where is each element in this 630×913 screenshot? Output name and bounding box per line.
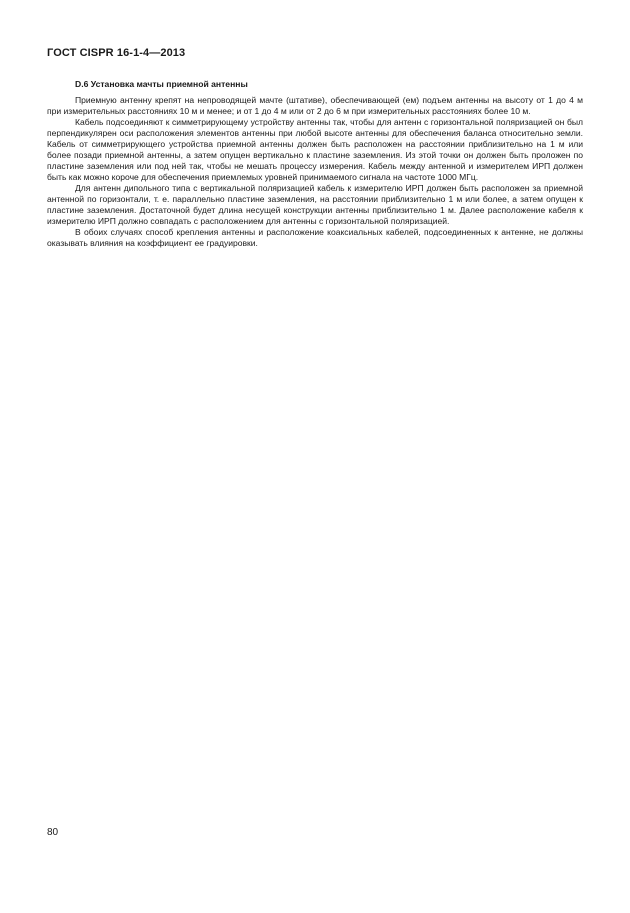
section-content [47,79,583,249]
section-title: D.6 Установка мачты приемной антенны [75,79,248,89]
document-header: ГОСТ CISPR 16-1-4—2013 [47,47,186,59]
paragraph-calibration-note: В обоих случаях способ крепления антенны и расположение коаксиальных кабелей, подсоединенных к антенне, не должны оказывать влияния на коэффициент ее градуировки. [47,227,583,248]
paragraph-mast-mounting: Приемную антенну крепят на непроводящей мачте (штативе), обеспечивающей (ем) подъем антенны на высоту от 1 до 4 м при измерительных расстояниях 10 м и менее; и от 1 до 4 м или от 2 до 6 м при измерительных расстояниях более 10 м. [47,95,583,116]
page-number: 80 [47,827,59,838]
paragraph-cable-vertical: Для антенн дипольного типа с вертикальной поляризацией кабель к измерителю ИРП должен быть расположен за приемной антенной по горизонтали, т. е. параллельно пластине заземления, на расстоянии приблизительно 1 м или более, а затем опущен к пластине заземления. Достаточной будет длина несущей конструкции антенны приблизительно 1 м. Далее расположение кабеля к измерителю ИРП должно совпадать с расположением для антенны с горизонтальной поляризацией. [47,183,583,226]
paragraph-cable-horizontal: Кабель подсоединяют к симметрирующему устройству антенны так, чтобы для антенн с горизонтальной поляризацией он был перпендикулярен оси расположения элементов антенны при любой высоте антенны для обеспечения баланса относительно земли. Кабель от симметрирующего устройства приемной антенны должен быть расположен на расстоянии приблизительно на 1 м или более позади приемной антенны, а затем опущен вертикально к пластине заземления. Из этой точки он должен быть проложен по пластине заземления или под ней так, чтобы не мешать процессу измерения. Кабель между антенной и измерителем ИРП должен быть как можно короче для обеспечения приемлемых уровней принимаемого сигнала на частоте 1000 МГц. [47,117,583,182]
